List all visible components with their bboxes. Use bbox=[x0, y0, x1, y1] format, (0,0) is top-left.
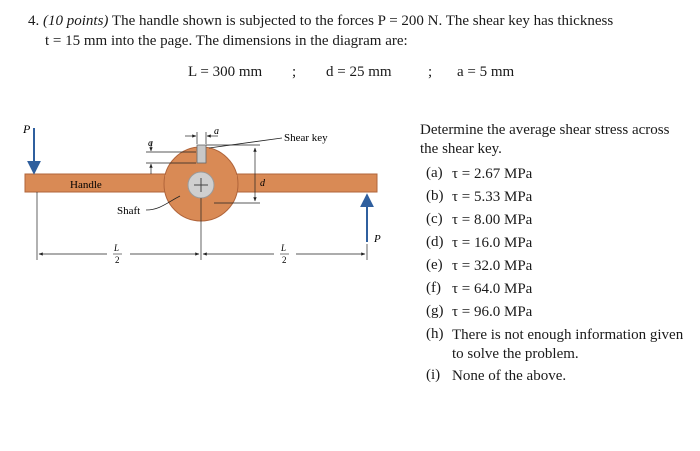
option-h[interactable] bbox=[426, 326, 690, 367]
half-L-num-right: L bbox=[281, 243, 287, 253]
option-label: (i) bbox=[426, 367, 441, 383]
option-label: (h) bbox=[426, 326, 444, 342]
half-L-den-right: 2 bbox=[282, 255, 287, 265]
option-i[interactable] bbox=[426, 367, 690, 390]
option-text: τ = 2.67 MPa bbox=[452, 166, 533, 182]
problem-statement bbox=[28, 11, 678, 51]
option-c[interactable] bbox=[426, 211, 690, 234]
option-text: None of the above. bbox=[452, 368, 567, 384]
option-label: (d) bbox=[426, 234, 444, 250]
dimension-L: L = 300 mm bbox=[188, 64, 263, 80]
option-text: τ = 96.0 MPa bbox=[452, 304, 533, 320]
problem-line-2: t = 15 mm into the page. The dimensions in the diagram are: bbox=[45, 33, 408, 49]
problem-points: (10 points) bbox=[43, 13, 109, 29]
dimension-separator: ; bbox=[292, 64, 297, 80]
option-e[interactable] bbox=[426, 257, 690, 280]
option-text: τ = 64.0 MPa bbox=[452, 281, 533, 297]
option-label: (b) bbox=[426, 188, 444, 204]
option-text: There is not enough information given to solve the problem. bbox=[452, 327, 684, 362]
question-text: Determine the average shear stress across the shear key. bbox=[420, 122, 670, 157]
option-g[interactable] bbox=[426, 303, 690, 326]
dim-d: d bbox=[260, 178, 265, 189]
option-a[interactable] bbox=[426, 165, 690, 188]
option-f[interactable] bbox=[426, 280, 690, 303]
problem-number: 4. bbox=[28, 13, 40, 29]
shear-key-label: Shear key bbox=[284, 132, 328, 144]
half-L-den-left: 2 bbox=[115, 255, 120, 265]
shear-key bbox=[197, 145, 206, 163]
dimension-separator: ; bbox=[428, 64, 433, 80]
option-d[interactable] bbox=[426, 234, 690, 257]
handle-label: Handle bbox=[70, 179, 102, 191]
half-L-num-left: L bbox=[114, 243, 120, 253]
problem-line-1: The handle shown is subjected to the forces P = 200 N. The shear key has thickness bbox=[111, 13, 614, 29]
option-text: τ = 8.00 MPa bbox=[452, 212, 533, 228]
option-label: (e) bbox=[426, 257, 443, 273]
option-label: (f) bbox=[426, 280, 441, 296]
option-text: τ = 16.0 MPa bbox=[452, 235, 533, 251]
option-label: (g) bbox=[426, 303, 444, 319]
option-text: τ = 5.33 MPa bbox=[452, 189, 533, 205]
force-label-right: P bbox=[374, 233, 381, 245]
answer-options bbox=[426, 165, 690, 390]
option-b[interactable] bbox=[426, 188, 690, 211]
dimension-a: a = 5 mm bbox=[457, 64, 515, 80]
dimension-d: d = 25 mm bbox=[326, 64, 392, 80]
option-label: (a) bbox=[426, 165, 443, 181]
option-label: (c) bbox=[426, 211, 443, 227]
option-text: τ = 32.0 MPa bbox=[452, 258, 533, 274]
shaft-label: Shaft bbox=[117, 205, 141, 217]
dim-a-left: a bbox=[148, 138, 153, 149]
force-label-left: P bbox=[23, 122, 31, 136]
dim-a-top: a bbox=[214, 126, 219, 137]
handle-diagram bbox=[20, 118, 400, 278]
